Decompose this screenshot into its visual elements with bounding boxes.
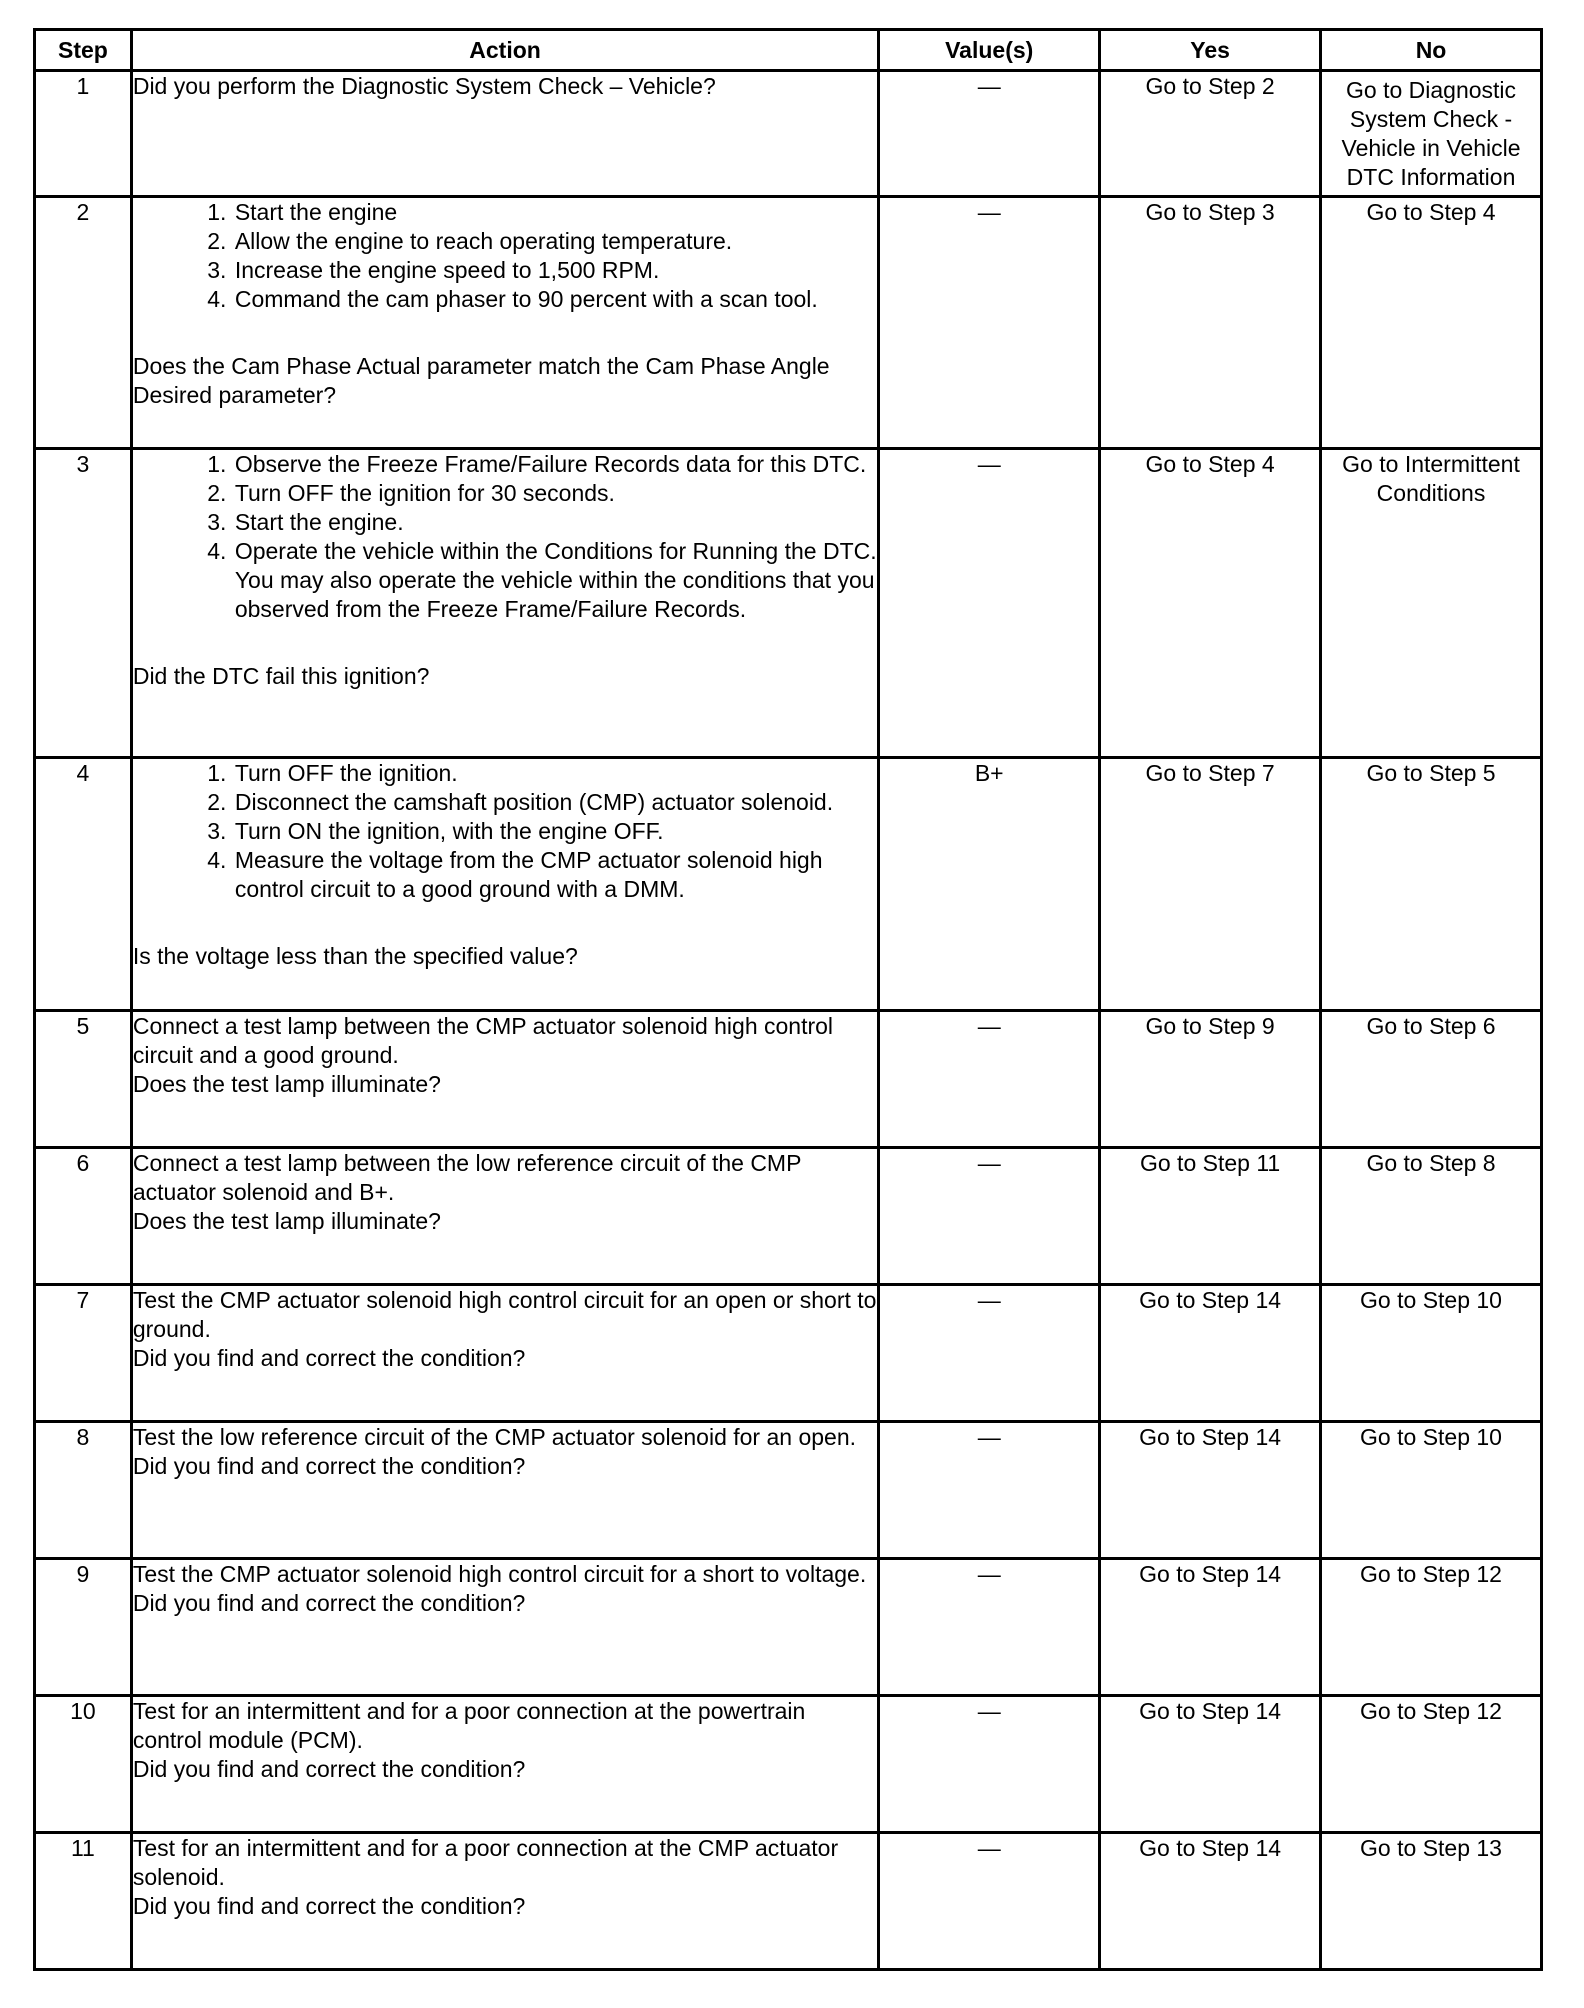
value-cell: — [879,197,1100,449]
no-cell: Go to Step 10 [1321,1422,1542,1559]
action-steps [183,450,877,624]
action-question: Did you find and correct the condition? [132,1756,526,1782]
no-cell: Go to Step 10 [1321,1285,1542,1422]
value-cell: — [879,1559,1100,1696]
yes-cell: Go to Step 14 [1100,1422,1321,1559]
no-cell: Go to Step 5 [1321,758,1542,1011]
no-cell: Go to Step 4 [1321,197,1542,449]
action-cell [131,758,878,1011]
value-cell: — [879,1696,1100,1833]
header-yes: Yes [1100,30,1321,71]
action-cell [131,1011,878,1148]
action-question: Did the DTC fail this ignition? [132,663,430,689]
header-action: Action [131,30,878,71]
no-cell: Go to Intermittent Conditions [1321,449,1542,758]
action-step: 4. Measure the voltage from the CMP actuator solenoid high control circuit to a good ground with a DMM. [233,846,877,904]
action-step: 4. Command the cam phaser to 90 percent with a scan tool. [233,285,877,314]
yes-cell: Go to Step 7 [1100,758,1321,1011]
step-number: 7 [35,1285,132,1422]
action-question: Did you find and correct the condition? [132,1590,526,1616]
action-text: Test for an intermittent and for a poor connection at the powertrain control module (PCM). [132,1698,806,1753]
action-text: Connect a test lamp between the low reference circuit of the CMP actuator solenoid and B+. [132,1150,802,1205]
action-text: Test the CMP actuator solenoid high control circuit for an open or short to ground. [132,1287,877,1342]
action-text: Test the CMP actuator solenoid high control circuit for a short to voltage. [132,1561,867,1587]
action-cell [131,1285,878,1422]
action-steps [183,759,877,904]
step-number: 10 [35,1696,132,1833]
header-values: Value(s) [879,30,1100,71]
action-step: 3. Increase the engine speed to 1,500 RPM. [233,256,877,285]
action-cell [131,1696,878,1833]
step-number: 9 [35,1559,132,1696]
table-row [35,449,1542,758]
action-step: 2. Disconnect the camshaft position (CMP) actuator solenoid. [233,788,877,817]
yes-cell: Go to Step 14 [1100,1285,1321,1422]
action-cell [131,1833,878,1970]
header-no: No [1321,30,1542,71]
table-row [35,197,1542,449]
no-cell: Go to Step 12 [1321,1559,1542,1696]
action-step: 1. Turn OFF the ignition. [233,759,877,788]
step-number: 11 [35,1833,132,1970]
table-row [35,758,1542,1011]
action-cell [131,1559,878,1696]
yes-cell: Go to Step 3 [1100,197,1321,449]
action-text: Connect a test lamp between the CMP actuator solenoid high control circuit and a good ground. [132,1013,834,1068]
step-number: 3 [35,449,132,758]
yes-cell: Go to Step 14 [1100,1559,1321,1696]
action-step: 1. Start the engine [233,198,877,227]
action-step: 3. Start the engine. [233,508,877,537]
action-step: 3. Turn ON the ignition, with the engine OFF. [233,817,877,846]
action-question: Did you find and correct the condition? [132,1453,526,1479]
value-cell: B+ [879,758,1100,1011]
step-number: 1 [35,71,132,197]
yes-cell: Go to Step 2 [1100,71,1321,197]
table-row [35,1285,1542,1422]
table-row [35,1833,1542,1970]
table-row [35,1696,1542,1833]
step-number: 2 [35,197,132,449]
step-number: 4 [35,758,132,1011]
action-step: 2. Allow the engine to reach operating temperature. [233,227,877,256]
yes-cell: Go to Step 14 [1100,1696,1321,1833]
action-step: 1. Observe the Freeze Frame/Failure Records data for this DTC. [233,450,877,479]
action-step: 4. Operate the vehicle within the Conditions for Running the DTC. You may also operate the vehicle within the conditions that you observed from the Freeze Frame/Failure Records. [233,537,877,624]
value-cell: — [879,449,1100,758]
table-row [35,1011,1542,1148]
action-question: Does the test lamp illuminate? [132,1071,441,1097]
no-cell: Go to Step 8 [1321,1148,1542,1285]
action-question: Does the Cam Phase Actual parameter match the Cam Phase Angle Desired parameter? [132,353,830,408]
step-number: 5 [35,1011,132,1148]
yes-cell: Go to Step 9 [1100,1011,1321,1148]
yes-cell: Go to Step 14 [1100,1833,1321,1970]
action-question: Is the voltage less than the specified value? [132,943,578,969]
action-text: Test the low reference circuit of the CMP actuator solenoid for an open. [132,1424,857,1450]
diagnostic-table [33,28,1543,1971]
value-cell: — [879,1422,1100,1559]
action-cell [131,1148,878,1285]
action-text: Did you perform the Diagnostic System Check – Vehicle? [132,73,716,99]
yes-cell: Go to Step 4 [1100,449,1321,758]
action-cell [131,449,878,758]
action-question: Does the test lamp illuminate? [132,1208,441,1234]
value-cell: — [879,1285,1100,1422]
value-cell: — [879,1833,1100,1970]
no-cell: Go to Diagnostic System Check - Vehicle in Vehicle DTC Information [1321,71,1542,197]
header-row [35,30,1542,71]
action-text: Test for an intermittent and for a poor connection at the CMP actuator solenoid. [132,1835,839,1890]
no-cell: Go to Step 13 [1321,1833,1542,1970]
action-question: Did you find and correct the condition? [132,1345,526,1371]
action-cell [131,197,878,449]
no-cell: Go to Step 6 [1321,1011,1542,1148]
table-row [35,1559,1542,1696]
yes-cell: Go to Step 11 [1100,1148,1321,1285]
value-cell: — [879,71,1100,197]
action-step: 2. Turn OFF the ignition for 30 seconds. [233,479,877,508]
action-question: Did you find and correct the condition? [132,1893,526,1919]
header-step: Step [35,30,132,71]
step-number: 6 [35,1148,132,1285]
step-number: 8 [35,1422,132,1559]
value-cell: — [879,1148,1100,1285]
no-cell: Go to Step 12 [1321,1696,1542,1833]
action-cell [131,1422,878,1559]
action-cell [131,71,878,197]
action-steps [183,198,877,314]
table-row [35,1148,1542,1285]
value-cell: — [879,1011,1100,1148]
table-row [35,71,1542,197]
table-row [35,1422,1542,1559]
